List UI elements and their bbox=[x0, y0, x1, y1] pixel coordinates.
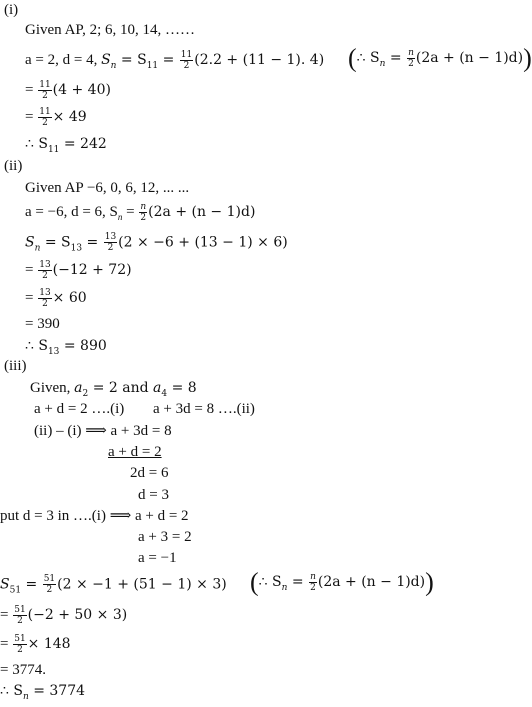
sum-formula-line-2: $S_n = S_{13}$ = $\frac{13}{2}$ (2 × −6 + (13 − 1) × 6) bbox=[25, 232, 288, 254]
given-terms-3: Given, $a_2 = 2$ and $a_4 = 8$ bbox=[30, 380, 197, 399]
result-line-1: ∴ $S_{11} = 242$ bbox=[25, 136, 107, 155]
subtract-line: (ii) – (i) ⟹ a + 3d = 8 bbox=[34, 423, 172, 439]
sum-formula-line-1: a = 2, d = 4, $S_n = S_{11}$ = $\frac{11}{2}$ (2.2 + (11 − 1). 4) bbox=[25, 50, 325, 72]
equation-ii: a + 3d = 8 ….(ii) bbox=[153, 401, 255, 417]
result-line-3: ∴ $S_n = 3774$ bbox=[0, 683, 86, 702]
equation-i: a + d = 2 ….(i) bbox=[34, 401, 125, 417]
step-line: = 390 bbox=[25, 316, 60, 332]
fraction: $\frac{11}{2}$ bbox=[180, 50, 193, 72]
formula-note-1: (∴ $S_n$ = $\frac{n}{2}$ (2a + (n − 1)d)) bbox=[348, 43, 532, 73]
subtract-line-2: a + d = 2 bbox=[108, 444, 162, 460]
step-line: = $\frac{11}{2}$ × 49 bbox=[25, 107, 87, 129]
sum-formula-line-3: $S_{51}$ = $\frac{51}{2}$ (2 × −1 + (51 − 1) × 3) bbox=[0, 574, 227, 596]
result-a: a = −1 bbox=[138, 550, 177, 566]
given-ap-1: Given AP, 2; 6, 10, 14, …… bbox=[25, 22, 196, 38]
values-line-2: a = −6, d = 6, $S_n$ = $\frac{n}{2}$ (2a + (n − 1)d) bbox=[25, 202, 256, 224]
part-label-iii: (iii) bbox=[4, 358, 27, 374]
result-2d: 2d = 6 bbox=[130, 465, 169, 481]
result-line-2: ∴ $S_{13} = 890$ bbox=[25, 338, 107, 357]
step-line: = $\frac{13}{2}$ × 60 bbox=[25, 288, 87, 310]
step-line: = $\frac{13}{2}$ (−12 + 72) bbox=[25, 260, 132, 282]
given-ap-2: Given AP −6, 0, 6, 12, ... ... bbox=[25, 180, 190, 196]
part-label-ii: (ii) bbox=[4, 158, 23, 174]
substitute-line-2: a + 3 = 2 bbox=[138, 529, 192, 545]
step-line: = $\frac{51}{2}$ × 148 bbox=[0, 634, 71, 656]
step-line: = 3774. bbox=[0, 662, 46, 678]
step-line: = $\frac{51}{2}$ (−2 + 50 × 3) bbox=[0, 605, 128, 627]
formula-note-3: (∴ $S_n$ = $\frac{n}{2}$ (2a + (n − 1)d)) bbox=[250, 567, 434, 597]
part-label-i: (i) bbox=[4, 2, 19, 18]
step-line: = $\frac{11}{2}$ (4 + 40) bbox=[25, 80, 111, 102]
substitute-line: put d = 3 in ….(i) ⟹ a + d = 2 bbox=[0, 508, 189, 524]
result-d: d = 3 bbox=[138, 487, 169, 503]
